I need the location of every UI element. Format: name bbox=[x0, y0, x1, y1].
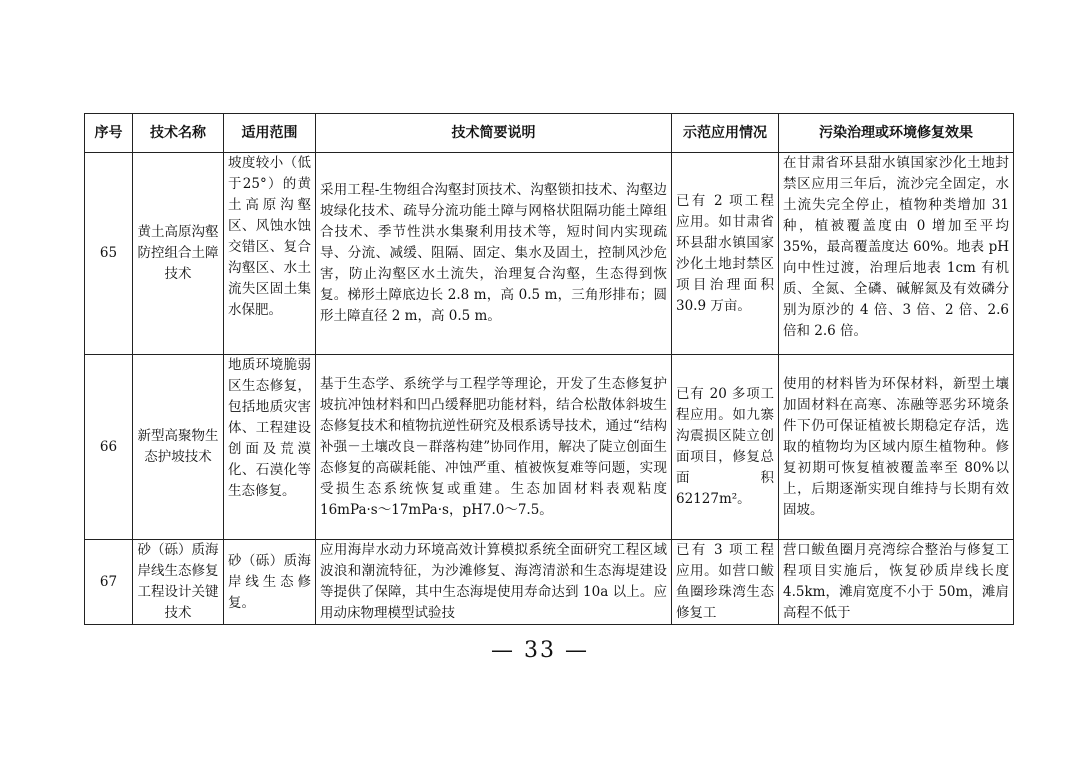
cell-name: 砂（砾）质海岸线生态修复工程设计关键技术 bbox=[133, 540, 224, 625]
header-application: 示范应用情况 bbox=[672, 114, 779, 153]
header-no: 序号 bbox=[85, 114, 133, 153]
cell-application: 已有 20 多项工程应用。如九寨沟震损区陡立创面项目，修复总面积 62127m²。 bbox=[672, 355, 779, 540]
cell-description: 基于生态学、系统学与工程学等理论，开发了生态修复护坡抗冲蚀材料和凹凸缓释肥功能材料，结合松散体斜坡生态修复技术和植物抗逆性研究及根系诱导技术，通过“结构补强－土壤改良－群落构建”协同作用，解决了陡立创面生态修复的高碳耗能、冲蚀严重、植被恢复难等问题，实现受损生态系统恢复或重建。生态加固材料表观粘度 16mPa·s～17mPa·s，pH7.0～7.5。 bbox=[316, 355, 672, 540]
technology-table bbox=[84, 113, 1014, 625]
cell-no: 65 bbox=[85, 153, 133, 355]
header-scope: 适用范围 bbox=[224, 114, 316, 153]
header-name: 技术名称 bbox=[133, 114, 224, 153]
cell-effect: 营口鲅鱼圈月亮湾综合整治与修复工程项目实施后，恢复砂质岸线长度 4.5km，滩肩宽度不小于 50m，滩肩高程不低于 bbox=[779, 540, 1014, 625]
header-effect: 污染治理或环境修复效果 bbox=[779, 114, 1014, 153]
cell-description: 应用海岸水动力环境高效计算模拟系统全面研究工程区域波浪和潮流特征，为沙滩修复、海湾清淤和生态海堤建设等提供了保障，其中生态海堤使用寿命达到 10a 以上。应用动床物理模型试验技 bbox=[316, 540, 672, 625]
cell-scope: 地质环境脆弱区生态修复，包括地质灾害体、工程建设创面及荒漠化、石漠化等生态修复。 bbox=[224, 355, 316, 540]
page-number: — 33 — bbox=[491, 638, 589, 663]
cell-application: 已有 2 项工程应用。如甘肃省环县甜水镇国家沙化土地封禁区项目治理面积 30.9 万亩。 bbox=[672, 153, 779, 355]
table-row bbox=[85, 540, 1014, 625]
cell-description: 采用工程-生物组合沟壑封顶技术、沟壑锁扣技术、沟壑边坡绿化技术、疏导分流功能土障与网格状阻隔功能土障组合技术、季节性洪水集聚利用技术等，短时间内实现疏导、分流、减缓、阻隔、固定、集水及固土，控制风沙危害，防止沟壑区水土流失，治理复合沟壑，生态得到恢复。梯形土障底边长 2.8 m，高 0.5 m，三角形排布；圆形土障直径 2 m，高 0.5 m。 bbox=[316, 153, 672, 355]
table-row bbox=[85, 153, 1014, 355]
cell-no: 66 bbox=[85, 355, 133, 540]
cell-effect: 使用的材料皆为环保材料，新型土壤加固材料在高寒、冻融等恶劣环境条件下仍可保证植被长期稳定存活，选取的植物均为区域内原生植物种。修复初期可恢复植被覆盖率至 80%以上，后期逐渐实现自维持与长期有效固坡。 bbox=[779, 355, 1014, 540]
cell-no: 67 bbox=[85, 540, 133, 625]
table-row bbox=[85, 355, 1014, 540]
cell-name: 新型高聚物生态护坡技术 bbox=[133, 355, 224, 540]
header-description: 技术简要说明 bbox=[316, 114, 672, 153]
cell-application: 已有 3 项工程应用。如营口鲅鱼圈珍珠湾生态修复工 bbox=[672, 540, 779, 625]
cell-name: 黄土高原沟壑防控组合土障技术 bbox=[133, 153, 224, 355]
cell-scope: 砂（砾）质海岸线生态修复。 bbox=[224, 540, 316, 625]
table-header-row bbox=[85, 114, 1014, 153]
cell-effect: 在甘肃省环县甜水镇国家沙化土地封禁区应用三年后，流沙完全固定，水土流失完全停止，植物种类增加 31 种，植被覆盖度由 0 增加至平均 35%，最高覆盖度达 60%。地表 pH 向中性过渡，治理后地表 1cm 有机质、全氮、全磷、碱解氮及有效磷分别为原沙的 4 倍、3 倍、2 倍、2.6 倍和 2.6 倍。 bbox=[779, 153, 1014, 355]
cell-scope: 坡度较小（低于25°）的黄土高原沟壑区、风蚀水蚀交错区、复合沟壑区、水土流失区固土集水保肥。 bbox=[224, 153, 316, 355]
